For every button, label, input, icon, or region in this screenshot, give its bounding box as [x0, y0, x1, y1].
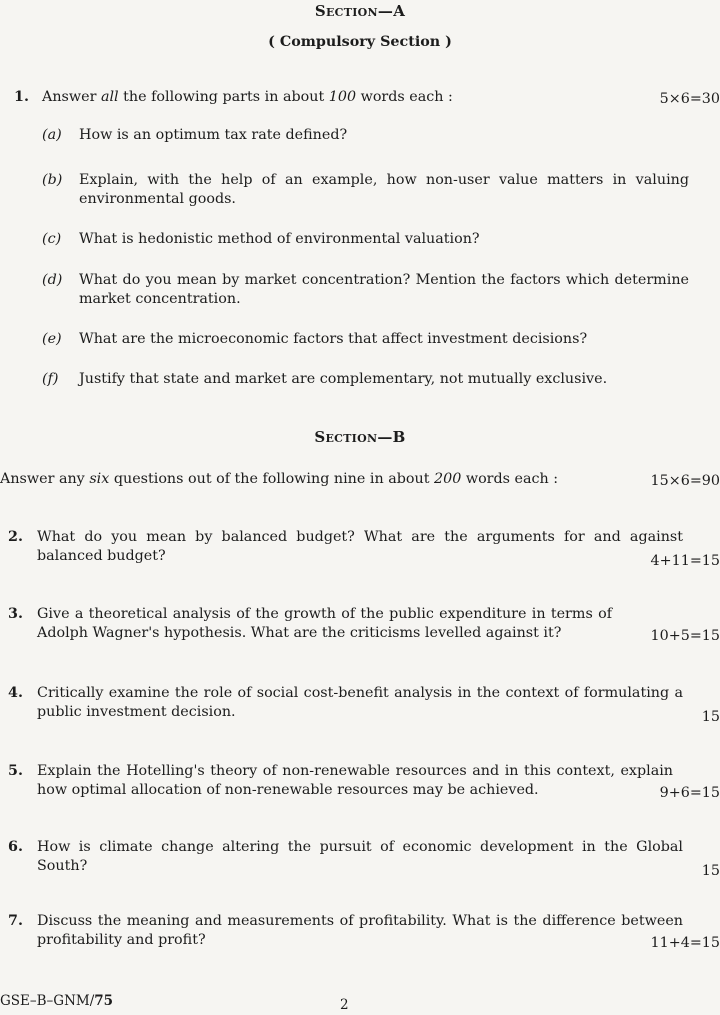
- question-1-intro: Answer all the following parts in about 100 words each :: [42, 89, 453, 105]
- question-2: [0, 528, 720, 570]
- part-label: (e): [42, 331, 62, 347]
- part-label: (b): [42, 172, 63, 188]
- question-number: 6.: [8, 839, 23, 855]
- part-text: Justify that state and market are complementary, not mutually exclusive.: [79, 371, 608, 387]
- question-marks: 9+6=15: [659, 785, 720, 801]
- question-number: 3.: [8, 606, 23, 622]
- paper-code: GSE–B–GNM/75: [0, 993, 114, 1009]
- part-text: What is hedonistic method of environmental valuation?: [79, 231, 480, 247]
- question-text: How is climate change altering the pursuit of economic development in the Global South?: [37, 839, 683, 874]
- question-marks: 15: [701, 709, 720, 725]
- question-marks: 5×6=30: [659, 91, 720, 107]
- question-text: Discuss the meaning and measurements of profitability. What is the difference between profitability and profit?: [37, 913, 683, 948]
- section-a-subheading: ( Compulsory Section ): [268, 34, 452, 50]
- question-4: [0, 684, 720, 726]
- question-text: What do you mean by balanced budget? What are the arguments for and against balanced budget?: [37, 529, 683, 564]
- question-marks: 15: [701, 863, 720, 879]
- part-label: (d): [42, 272, 63, 288]
- question-3: [0, 605, 720, 647]
- part-text: What do you mean by market concentration? Mention the factors which determine market concentration.: [79, 272, 689, 307]
- question-marks: 11+4=15: [650, 935, 720, 951]
- question-marks: 4+11=15: [650, 553, 720, 569]
- part-text: Explain, with the help of an example, how non-user value matters in valuing environmental goods.: [79, 172, 689, 207]
- section-b-intro: [0, 470, 720, 492]
- section-b-heading: Section—B: [314, 428, 406, 446]
- question-number: 7.: [8, 913, 23, 929]
- part-label: (a): [42, 127, 62, 143]
- section-a-heading: Section—A: [314, 2, 406, 20]
- question-6: [0, 838, 720, 880]
- question-number: 5.: [8, 763, 23, 779]
- question-1: [0, 88, 720, 388]
- section-b-marks: 15×6=90: [650, 473, 720, 489]
- part-text: What are the microeconomic factors that affect investment decisions?: [79, 331, 588, 347]
- question-text: Give a theoretical analysis of the growth of the public expenditure in terms of Adolph Wagner's hypothesis. What are the criticisms levelled against it?: [37, 606, 612, 641]
- question-5: [0, 762, 720, 804]
- section-b-instruction: Answer any six questions out of the following nine in about 200 words each :: [0, 471, 559, 487]
- question-number: 4.: [8, 685, 23, 701]
- question-number: 2.: [8, 529, 23, 545]
- part-label: (f): [42, 371, 59, 387]
- question-text: Explain the Hotelling's theory of non-renewable resources and in this context, explain how optimal allocation of non-renewable resources may be achieved.: [37, 763, 673, 798]
- question-7: [0, 912, 720, 954]
- page-number: 2: [340, 997, 349, 1013]
- question-marks: 10+5=15: [650, 628, 720, 644]
- part-text: How is an optimum tax rate defined?: [79, 127, 348, 143]
- question-text: Critically examine the role of social cost-benefit analysis in the context of formulating a public investment decision.: [37, 685, 683, 720]
- part-label: (c): [42, 231, 62, 247]
- question-number: 1.: [14, 89, 29, 105]
